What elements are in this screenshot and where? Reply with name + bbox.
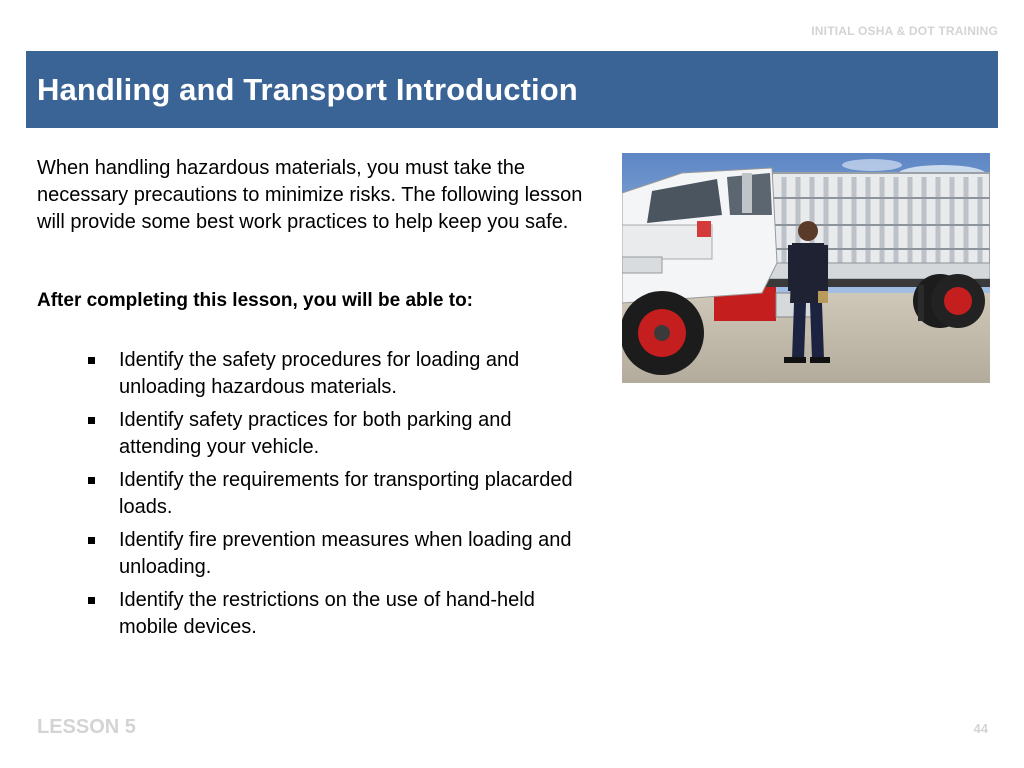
objective-text: Identify the requirements for transporting placarded loads. [119,469,573,518]
list-item [88,527,588,581]
square-bullet-icon [88,597,95,604]
lesson-label: LESSON 5 [37,716,136,738]
page-number: 44 [973,721,988,736]
objective-text: Identify the restrictions on the use of hand-held mobile devices. [119,589,535,638]
square-bullet-icon [88,357,95,364]
list-item [88,347,588,401]
list-item [88,587,588,641]
objective-text: Identify the safety procedures for loading and unloading hazardous materials. [119,349,520,398]
square-bullet-icon [88,417,95,424]
slide-title: Handling and Transport Introduction [37,71,578,107]
square-bullet-icon [88,537,95,544]
objective-text: Identify fire prevention measures when loading and unloading. [119,529,572,578]
header-tag: INITIAL OSHA & DOT TRAINING [811,24,998,38]
square-bullet-icon [88,477,95,484]
objectives-list [88,347,588,647]
intro-paragraph: When handling hazardous materials, you must take the necessary precautions to minimize risks. The following lesson will provide some best work practices to help keep you safe. [37,157,583,233]
list-item [88,407,588,461]
objectives-heading: After completing this lesson, you will be able to: [37,290,473,311]
objective-text: Identify safety practices for both parking and attending your vehicle. [119,409,512,458]
truck-photo [622,153,990,383]
list-item [88,467,588,521]
title-bar [26,51,998,128]
